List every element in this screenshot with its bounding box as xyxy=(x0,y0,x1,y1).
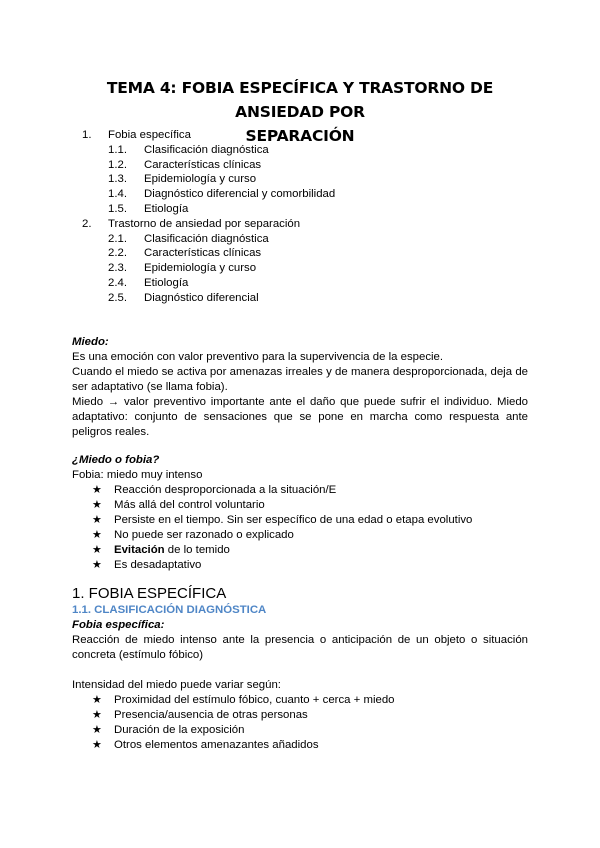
list-item xyxy=(92,558,528,573)
table-of-contents xyxy=(0,128,600,306)
toc-item-text: Etiología xyxy=(144,276,189,289)
list-item xyxy=(92,738,528,753)
toc-item xyxy=(0,246,600,261)
miedo-section xyxy=(72,335,528,440)
miedo-fobia-intro: Fobia: miedo muy intenso xyxy=(72,469,203,481)
toc-item-text: Clasificación diagnóstica xyxy=(144,143,269,156)
star-icon: ★ xyxy=(92,514,102,526)
fobia-bullet-list xyxy=(92,483,528,573)
miedo-paragraph-2: Cuando el miedo se activa por amenazas irreales y de manera desproporcionada, deja de ser adaptativo (se llama fobia). xyxy=(72,366,528,393)
list-item-text: Proximidad del estímulo fóbico, cuanto + cerca + miedo xyxy=(114,694,395,706)
toc-item-number: 2.2. xyxy=(108,247,127,260)
toc-item xyxy=(0,276,600,291)
toc-item-text: Epidemiología y curso xyxy=(144,262,257,275)
toc-item xyxy=(0,172,600,187)
list-item-text: Presencia/ausencia de otras personas xyxy=(114,709,308,721)
toc-item-number: 1.1. xyxy=(108,143,127,156)
list-item-text: Reacción desproporcionada a la situación/E xyxy=(114,484,337,496)
toc-item xyxy=(0,158,600,173)
toc-item-number: 1.3. xyxy=(108,173,127,186)
star-icon: ★ xyxy=(92,544,102,556)
miedo-paragraph-1: Es una emoción con valor preventivo para la supervivencia de la especie. xyxy=(72,351,444,363)
list-item-text: Persiste en el tiempo. Sin ser específico de una edad o etapa evolutivo xyxy=(114,514,473,526)
toc-item-number: 1. xyxy=(82,129,92,141)
list-item xyxy=(92,498,528,513)
list-item xyxy=(92,483,528,498)
miedo-heading: Miedo: xyxy=(72,336,109,348)
fobia-definition: Reacción de miedo intenso ante la presencia o anticipación de un objeto o situación concreta (estímulo fóbico) xyxy=(72,634,528,661)
title-line-1: TEMA 4: FOBIA ESPECÍFICA Y TRASTORNO DE ANSIEDAD POR xyxy=(106,79,494,121)
list-item xyxy=(92,693,528,708)
star-icon: ★ xyxy=(92,739,102,751)
toc-item-text: Diagnóstico diferencial xyxy=(144,291,259,304)
toc-item-text: Características clínicas xyxy=(144,158,262,171)
toc-item xyxy=(0,202,600,217)
toc-item-number: 2.1. xyxy=(108,232,127,245)
miedo-fobia-section xyxy=(72,453,528,573)
miedo-fobia-heading: ¿Miedo o fobia? xyxy=(72,454,160,466)
toc-item-number: 2.4. xyxy=(108,276,127,289)
toc-item-number: 1.4. xyxy=(108,188,127,201)
toc-item-text: Fobia específica xyxy=(108,129,191,141)
toc-item xyxy=(0,128,600,143)
toc-item xyxy=(0,261,600,276)
star-icon: ★ xyxy=(92,724,102,736)
list-item-text: No puede ser razonado o explicado xyxy=(114,529,294,541)
toc-item xyxy=(0,217,600,232)
section-1-heading: 1. FOBIA ESPECÍFICA xyxy=(72,585,227,602)
list-item-text: Otros elementos amenazantes añadidos xyxy=(114,739,319,751)
toc-item-number: 1.2. xyxy=(108,158,127,171)
toc-item xyxy=(0,291,600,306)
toc-item-text: Trastorno de ansiedad por separación xyxy=(108,217,301,230)
toc-item xyxy=(0,143,600,158)
list-item xyxy=(92,708,528,723)
star-icon: ★ xyxy=(92,499,102,511)
toc-item-number: 2.5. xyxy=(108,291,127,304)
miedo-paragraph-3: Miedo → valor preventivo importante ante el daño que puede sufrir el individuo. Miedo adaptativo: conjunto de sensaciones que se pone en marcha como respuesta ante peligros reales. xyxy=(72,396,528,438)
toc-item-number: 2. xyxy=(82,217,92,230)
star-icon: ★ xyxy=(92,709,102,721)
toc-item-text: Características clínicas xyxy=(144,247,262,260)
list-item xyxy=(92,528,528,543)
toc-item-number: 2.3. xyxy=(108,262,127,275)
intensity-bullet-list xyxy=(92,693,528,753)
intensity-intro: Intensidad del miedo puede variar según: xyxy=(72,679,281,691)
list-item xyxy=(92,723,528,738)
star-icon: ★ xyxy=(92,484,102,496)
list-item-text: de lo temido xyxy=(164,544,230,556)
list-item-text: Más allá del control voluntario xyxy=(114,499,265,511)
star-icon: ★ xyxy=(92,559,102,571)
list-item-text: Es desadaptativo xyxy=(114,559,202,571)
title-line-2: SEPARACIÓN xyxy=(245,127,355,145)
toc-item-text: Diagnóstico diferencial y comorbilidad xyxy=(144,188,336,201)
section-1-1-heading: 1.1. CLASIFICACIÓN DIAGNÓSTICA xyxy=(72,604,267,616)
spacer xyxy=(72,663,528,678)
list-item xyxy=(92,513,528,528)
list-item-text: Duración de la exposición xyxy=(114,724,245,736)
toc-item xyxy=(0,232,600,247)
list-item-bold: Evitación xyxy=(114,544,165,556)
fobia-especifica-label: Fobia específica: xyxy=(72,619,165,631)
toc-item-text: Etiología xyxy=(144,202,189,215)
list-item xyxy=(92,543,528,558)
star-icon: ★ xyxy=(92,694,102,706)
fobia-definition-section xyxy=(72,618,528,753)
toc-item-text: Epidemiología y curso xyxy=(144,173,257,186)
toc-item-text: Clasificación diagnóstica xyxy=(144,232,269,245)
toc-item xyxy=(0,187,600,202)
toc-item-number: 1.5. xyxy=(108,202,127,215)
star-icon: ★ xyxy=(92,529,102,541)
